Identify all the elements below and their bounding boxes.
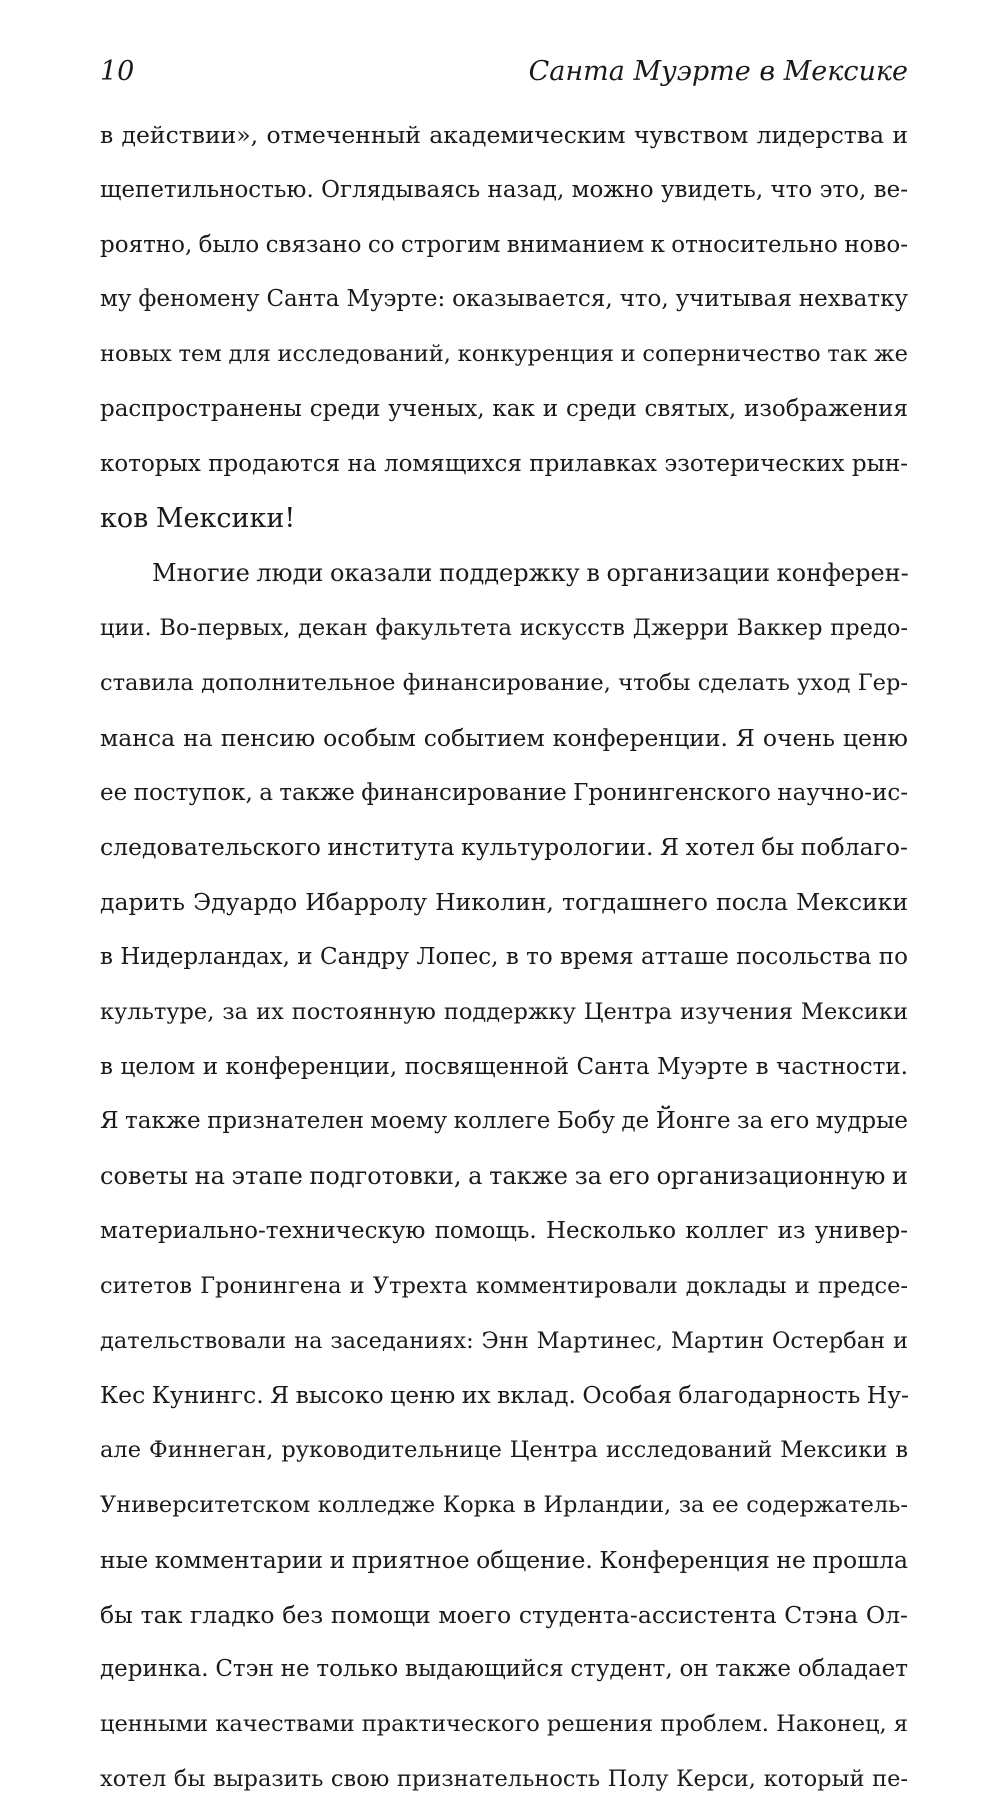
text-line: в действии», отмеченный академическим чувством лидерства и <box>100 121 908 149</box>
text-line: ситетов Гронингена и Утрехта комментировали доклады и предсе- <box>100 1272 908 1299</box>
text-line: манса на пенсию особым событием конференции. Я очень ценю <box>100 723 908 752</box>
text-line: Я также признателен моему коллеге Бобу де Йонге за его мудрые <box>100 1108 908 1135</box>
text-line: советы на этапе подготовки, а также за его организационную и <box>100 1162 909 1191</box>
text-line: му феномену Санта Муэрте: оказывается, что, учитывая нехватку <box>100 286 908 313</box>
text-line: але Финнеган, руководительнице Центра исследований Мексики в <box>100 1437 908 1464</box>
text-line: ные комментарии и приятное общение. Конференция не прошла <box>100 1545 908 1574</box>
text-line: которых продаются на ломящихся прилавках эзотерических рын- <box>100 450 908 477</box>
text-line: материально-техническую помощь. Несколько коллег из универ- <box>100 1217 908 1244</box>
page-number: 10 <box>100 56 135 87</box>
text-line: ставила дополнительное финансирование, чтобы сделать уход Гер- <box>100 669 908 696</box>
text-line: щепетильностью. Оглядываясь назад, можно увидеть, что это, ве- <box>100 176 908 203</box>
text-line: хотел бы выразить свою признательность Полу Керси, который пе- <box>100 1765 908 1792</box>
text-line: дарить Эдуардо Ибарролу Николин, тогдашнего посла Мексики <box>100 888 908 917</box>
text-line: ции. Во-первых, декан факультета искусств Джерри Ваккер предо- <box>100 615 908 642</box>
text-line: ценными качествами практического решения проблем. Наконец, я <box>100 1711 908 1738</box>
running-title: Санта Муэрте в Мексике <box>528 56 908 87</box>
text-line: Многие люди оказали поддержку в организации конферен- <box>152 559 909 588</box>
text-line: деринка. Стэн не только выдающийся студент, он также обладает <box>100 1656 908 1683</box>
text-line: ков Мексики! <box>100 502 296 534</box>
text-line: новых тем для исследований, конкуренция и соперничество так же <box>100 341 908 368</box>
text-line: следовательского института культурологии. Я хотел бы поблаго- <box>100 833 908 862</box>
text-line: в целом и конференции, посвященной Санта Муэрте в частности. <box>100 1053 908 1080</box>
paragraph-2 <box>100 546 908 1806</box>
text-line: дательствовали на заседаниях: Энн Мартинес, Мартин Остербан и <box>100 1327 908 1354</box>
text-line: роятно, было связано со строгим вниманием к относительно ново- <box>100 231 908 258</box>
text-line: ее поступок, а также финансирование Гронингенского научно-ис- <box>100 779 908 806</box>
running-head <box>100 52 908 92</box>
body-text <box>100 108 908 1807</box>
text-line: Кес Кунингс. Я высоко ценю их вклад. Особая благодарность Ну- <box>100 1381 910 1410</box>
text-line: распространены среди ученых, как и среди святых, изображения <box>100 395 908 422</box>
text-line: бы так гладко без помощи моего студента-ассистента Стэна Ол- <box>100 1600 908 1629</box>
text-line: в Нидерландах, и Сандру Лопес, в то время атташе посольства по <box>100 943 908 970</box>
text-line: Университетском колледже Корка в Ирландии, за ее содержатель- <box>100 1491 908 1518</box>
text-line: культуре, за их постоянную поддержку Центра изучения Мексики <box>100 998 908 1025</box>
paragraph-1 <box>100 108 908 546</box>
